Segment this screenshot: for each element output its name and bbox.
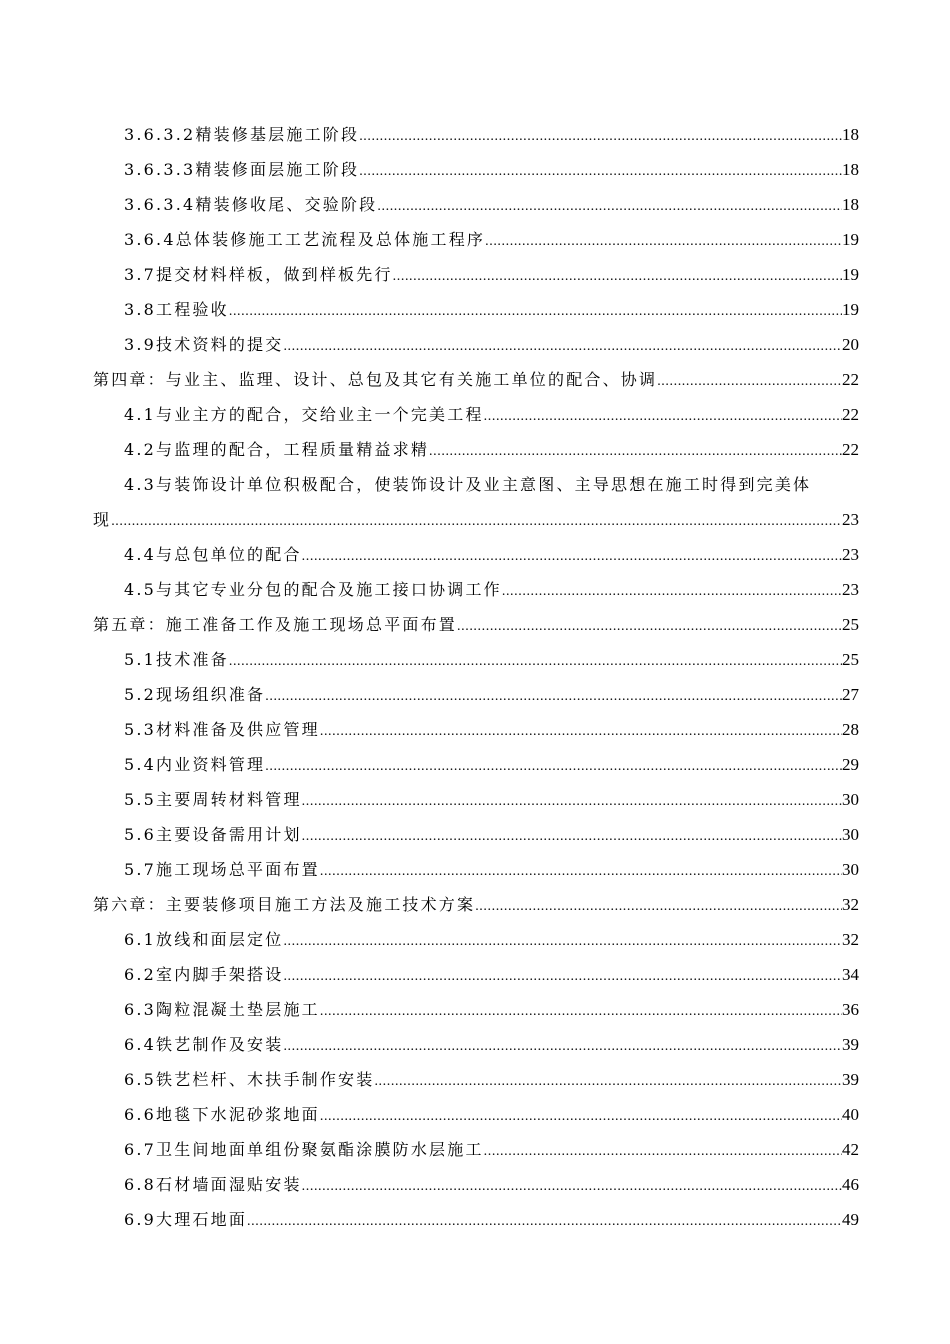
- toc-entry-page: 18: [842, 160, 859, 179]
- toc-chapter[interactable]: [0, 887, 950, 922]
- dot-leader: [283, 959, 842, 994]
- toc-chapter-title: 第六章：主要装修项目施工方法及施工技术方案: [93, 895, 476, 914]
- dot-leader: [302, 1169, 842, 1204]
- toc-entry-title: 6.4铁艺制作及安装: [124, 1035, 284, 1054]
- dot-leader: [111, 504, 842, 539]
- dot-leader: [484, 1134, 842, 1169]
- toc-entry-page: 22: [842, 440, 859, 459]
- toc-entry-page: 36: [842, 1000, 859, 1019]
- dot-leader: [393, 259, 842, 294]
- dot-leader: [457, 609, 842, 644]
- toc-entry-title: 6.1放线和面层定位: [124, 930, 284, 949]
- toc-entry-page: 39: [842, 1035, 859, 1054]
- toc-entry[interactable]: [0, 1097, 950, 1132]
- dot-leader: [485, 224, 842, 259]
- toc-entry[interactable]: [0, 642, 950, 677]
- dot-leader: [475, 889, 842, 924]
- toc-entry[interactable]: [0, 117, 950, 152]
- toc-entry[interactable]: [0, 1202, 950, 1237]
- toc-entry[interactable]: [0, 222, 950, 257]
- table-of-contents: [0, 117, 950, 1237]
- toc-entry-page: 32: [842, 895, 859, 914]
- toc-entry-title: 3.6.3.2精装修基层施工阶段: [124, 125, 360, 144]
- toc-entry[interactable]: [0, 1062, 950, 1097]
- toc-entry-wrapped-line[interactable]: 4.3与装饰设计单位积极配合，使装饰设计及业主意图、主导思想在施工时得到完美体: [124, 475, 812, 494]
- toc-entry-title: 3.8工程验收: [124, 300, 229, 319]
- toc-entry[interactable]: [0, 852, 950, 887]
- toc-entry[interactable]: [0, 397, 950, 432]
- toc-entry[interactable]: [0, 502, 950, 537]
- toc-entry-page: 22: [842, 370, 859, 389]
- toc-entry-title: 4.1与业主方的配合，交给业主一个完美工程: [124, 405, 484, 424]
- toc-entry-title: 3.9技术资料的提交: [124, 335, 284, 354]
- toc-chapter-title: 第五章：施工准备工作及施工现场总平面布置: [93, 615, 458, 634]
- dot-leader: [359, 154, 842, 189]
- toc-entry[interactable]: [0, 187, 950, 222]
- toc-entry[interactable]: [0, 817, 950, 852]
- toc-entry-title: 4.5与其它专业分包的配合及施工接口协调工作: [124, 580, 502, 599]
- dot-leader: [229, 644, 842, 679]
- toc-entry-title: 6.8石材墙面湿贴安装: [124, 1175, 302, 1194]
- toc-entry-title: 3.6.3.4精装修收尾、交验阶段: [124, 195, 378, 214]
- toc-entry-page: 25: [842, 615, 859, 634]
- toc-entry-page: 22: [842, 405, 859, 424]
- toc-entry-title: 3.6.3.3精装修面层施工阶段: [124, 160, 360, 179]
- toc-entry[interactable]: [0, 1027, 950, 1062]
- toc-entry-page: 34: [842, 965, 859, 984]
- dot-leader: [283, 924, 842, 959]
- toc-entry-page: 18: [842, 125, 859, 144]
- dot-leader: [302, 784, 842, 819]
- toc-entry[interactable]: [0, 922, 950, 957]
- dot-leader: [320, 854, 842, 889]
- toc-entry-page: 19: [842, 230, 859, 249]
- dot-leader: [429, 434, 842, 469]
- toc-entry-title: 5.4内业资料管理: [124, 755, 266, 774]
- toc-entry-page: 20: [842, 335, 859, 354]
- dot-leader: [502, 574, 842, 609]
- toc-entry-title: 现: [93, 510, 112, 529]
- toc-entry[interactable]: [0, 327, 950, 362]
- toc-entry-page: 25: [842, 650, 859, 669]
- toc-entry-title: 3.6.4总体装修施工工艺流程及总体施工程序: [124, 230, 486, 249]
- toc-entry-title: 3.7提交材料样板，做到样板先行: [124, 265, 393, 284]
- toc-entry-page: 23: [842, 545, 859, 564]
- toc-entry-page: 40: [842, 1105, 859, 1124]
- toc-entry[interactable]: [0, 152, 950, 187]
- toc-entry-title: 6.7卫生间地面单组份聚氨酯涂膜防水层施工: [124, 1140, 484, 1159]
- toc-entry-page: 29: [842, 755, 859, 774]
- dot-leader: [265, 679, 842, 714]
- toc-entry-page: 30: [842, 825, 859, 844]
- toc-entry-title: 5.3材料准备及供应管理: [124, 720, 320, 739]
- toc-entry-title: 5.6主要设备需用计划: [124, 825, 302, 844]
- dot-leader: [320, 994, 842, 1029]
- toc-entry-title: 4.4与总包单位的配合: [124, 545, 302, 564]
- toc-entry[interactable]: [0, 712, 950, 747]
- toc-entry[interactable]: [0, 992, 950, 1027]
- toc-chapter-title: 第四章：与业主、监理、设计、总包及其它有关施工单位的配合、协调: [93, 370, 658, 389]
- toc-entry-title: 6.3陶粒混凝土垫层施工: [124, 1000, 320, 1019]
- toc-entry[interactable]: [0, 1132, 950, 1167]
- toc-entry[interactable]: [0, 572, 950, 607]
- dot-leader: [302, 819, 842, 854]
- toc-entry-title: 6.2室内脚手架搭设: [124, 965, 284, 984]
- toc-chapter[interactable]: [0, 607, 950, 642]
- toc-entry-page: 23: [842, 510, 859, 529]
- toc-entry-title: 5.2现场组织准备: [124, 685, 266, 704]
- toc-entry[interactable]: [0, 537, 950, 572]
- toc-entry-page: 46: [842, 1175, 859, 1194]
- toc-chapter[interactable]: [0, 362, 950, 397]
- toc-entry[interactable]: [0, 1167, 950, 1202]
- toc-entry-page: 28: [842, 720, 859, 739]
- toc-entry-title: 4.2与监理的配合，工程质量精益求精: [124, 440, 430, 459]
- toc-entry-page: 30: [842, 860, 859, 879]
- toc-entry[interactable]: [0, 292, 950, 327]
- toc-entry-page: 30: [842, 790, 859, 809]
- dot-leader: [283, 329, 842, 364]
- toc-entry-title: 6.9大理石地面: [124, 1210, 248, 1229]
- toc-entry-page: 18: [842, 195, 859, 214]
- dot-leader: [265, 749, 842, 784]
- toc-entry-page: 39: [842, 1070, 859, 1089]
- toc-entry[interactable]: [0, 782, 950, 817]
- toc-entry-page: 27: [842, 685, 859, 704]
- toc-entry-page: 42: [842, 1140, 859, 1159]
- toc-entry-page: 19: [842, 265, 859, 284]
- dot-leader: [302, 539, 842, 574]
- dot-leader: [359, 119, 842, 154]
- toc-entry-title: 5.7施工现场总平面布置: [124, 860, 320, 879]
- toc-entry-page: 19: [842, 300, 859, 319]
- toc-entry[interactable]: [0, 957, 950, 992]
- toc-entry[interactable]: [0, 432, 950, 467]
- dot-leader: [484, 399, 842, 434]
- dot-leader: [657, 364, 842, 399]
- dot-leader: [320, 714, 842, 749]
- dot-leader: [320, 1099, 842, 1134]
- toc-entry-page: 49: [842, 1210, 859, 1229]
- toc-entry-title: 6.5铁艺栏杆、木扶手制作安装: [124, 1070, 375, 1089]
- toc-entry-title: 6.6地毯下水泥砂浆地面: [124, 1105, 320, 1124]
- dot-leader: [377, 189, 842, 224]
- toc-entry-page: 23: [842, 580, 859, 599]
- toc-entry[interactable]: [0, 747, 950, 782]
- toc-entry-title: 5.1技术准备: [124, 650, 229, 669]
- dot-leader: [247, 1204, 842, 1239]
- dot-leader: [283, 1029, 842, 1064]
- dot-leader: [374, 1064, 842, 1099]
- toc-entry[interactable]: [0, 677, 950, 712]
- dot-leader: [229, 294, 842, 329]
- toc-entry-page: 32: [842, 930, 859, 949]
- toc-entry[interactable]: [0, 257, 950, 292]
- toc-entry-title: 5.5主要周转材料管理: [124, 790, 302, 809]
